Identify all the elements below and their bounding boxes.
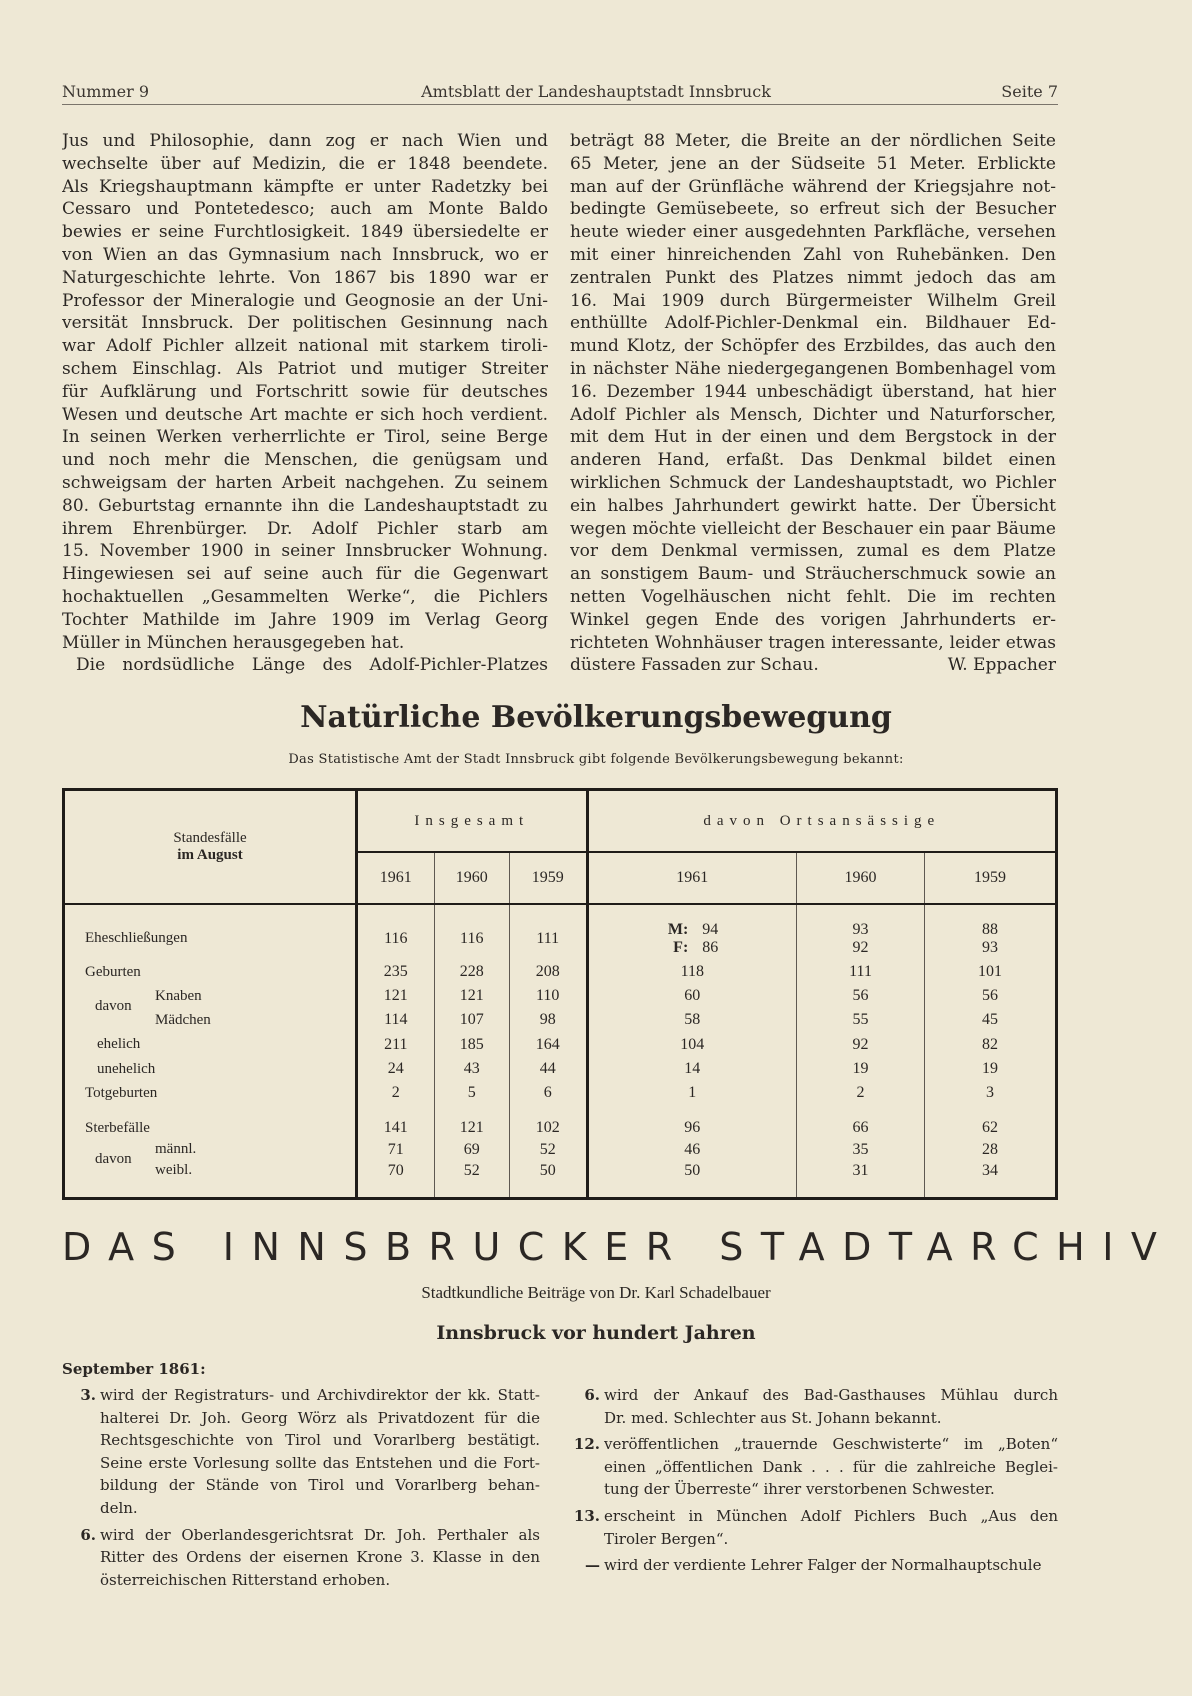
list-item bbox=[62, 1524, 540, 1592]
row-label-text: männl. bbox=[155, 1141, 197, 1157]
total-cell: 208 bbox=[509, 960, 587, 984]
text-line: vor dem Denkmal vermissen, zumal es dem Platze bbox=[570, 541, 1056, 562]
archive-heading: DAS INNSBRUCKER STADTARCHIV bbox=[62, 1225, 1175, 1269]
text-line: wechselte über auf Medizin, die er 1848 beendete. bbox=[62, 153, 548, 174]
row-label-text: Eheschließungen bbox=[85, 930, 188, 946]
year-header: 1960 bbox=[797, 852, 925, 904]
total-cell: 102 bbox=[509, 1105, 587, 1137]
row-label bbox=[64, 984, 357, 1014]
total-cell: 6 bbox=[509, 1081, 587, 1105]
year-header: 1959 bbox=[925, 852, 1057, 904]
row-label-text: Mädchen bbox=[155, 1011, 211, 1028]
local-cell: 34 bbox=[925, 1162, 1057, 1198]
section-title: Natürliche Bevölkerungsbewegung bbox=[300, 700, 892, 735]
text-line: für Aufklärung und Fortschritt sowie für deutsches bbox=[62, 381, 548, 402]
text-line: 80. Geburtstag ernannte ihn die Landeshauptstadt zu bbox=[62, 495, 548, 516]
text-line: enthüllte Adolf-Pichler-Denkmal ein. Bildhauer Ed- bbox=[570, 313, 1056, 334]
row-label bbox=[64, 1032, 357, 1057]
list-item-day: 12. bbox=[573, 1435, 600, 1454]
group-header-local: davon Ortsansässige bbox=[587, 790, 1056, 853]
list-item-day: 3. bbox=[80, 1386, 96, 1404]
list-item-text bbox=[604, 1505, 1058, 1550]
text-line: Als Kriegshauptmann kämpfte er unter Radetzky bei bbox=[62, 176, 548, 197]
text-line: wird der verdiente Lehrer Falger der Normalhauptschule bbox=[604, 1556, 1042, 1575]
text-line: war Adolf Pichler allzeit national mit starkem tiroli- bbox=[62, 336, 548, 357]
table-row bbox=[64, 1081, 1057, 1105]
label-header-line2: im August bbox=[177, 847, 243, 863]
local-cell: 3 bbox=[925, 1081, 1057, 1105]
list-item bbox=[566, 1433, 1058, 1501]
text-line: erscheint in München Adolf Pichlers Buch „Aus den bbox=[604, 1506, 1058, 1525]
text-line: Rechtsgeschichte von Tirol und Vorarlberg bestätigt. bbox=[100, 1431, 540, 1450]
local-cell: 19 bbox=[925, 1057, 1057, 1081]
local-cell: 1 bbox=[587, 1081, 796, 1105]
text-line: Tiroler Bergen“. bbox=[604, 1529, 729, 1548]
text-line: mit dem Hut in der einen und dem Bergstock in der bbox=[570, 427, 1056, 448]
table-row bbox=[64, 1162, 1057, 1198]
total-cell: 228 bbox=[434, 960, 509, 984]
total-cell: 71 bbox=[357, 1137, 435, 1162]
list-item-text bbox=[100, 1524, 540, 1592]
list-item bbox=[566, 1384, 1058, 1429]
text-line: anderen Hand, erfaßt. Das Denkmal bildet einen bbox=[570, 450, 1056, 471]
local-cell: 19 bbox=[797, 1057, 925, 1081]
local-cell: 14 bbox=[587, 1057, 796, 1081]
article-left-column bbox=[62, 130, 548, 677]
text-line: düstere Fassaden zur Schau. bbox=[570, 655, 819, 676]
year-header: 1960 bbox=[434, 852, 509, 904]
total-cell: 111 bbox=[509, 904, 587, 960]
text-line: ihrem Ehrenbürger. Dr. Adolf Pichler starb am bbox=[62, 518, 548, 539]
text-line: veröffentlichen „trauernde Geschwisterte“ im „Boten“ bbox=[604, 1435, 1058, 1454]
row-label bbox=[64, 1081, 357, 1105]
year-header: 1961 bbox=[357, 852, 435, 904]
label-header bbox=[64, 790, 357, 905]
local-value: 93 bbox=[982, 938, 999, 956]
text-line: Ritter des Ordens der eisernen Krone 3. Klasse in den bbox=[100, 1548, 540, 1567]
local-cell: 118 bbox=[587, 960, 796, 984]
local-1961-male bbox=[589, 921, 796, 939]
text-line: bedingte Gemüsebeete, so erfreut sich der Besucher bbox=[570, 199, 1056, 220]
list-item-day: 6. bbox=[80, 1525, 96, 1544]
text-line: richteten Wohnhäuser tragen interessante, leider etwas bbox=[570, 632, 1056, 653]
local-cell: 56 bbox=[925, 984, 1057, 1008]
total-cell: 52 bbox=[509, 1137, 587, 1162]
text-line: halterei Dr. Joh. Georg Wörz als Privatdozent für die bbox=[100, 1408, 540, 1427]
total-cell: 211 bbox=[357, 1032, 435, 1057]
text-line: in nächster Nähe niedergegangenen Bombenhagel vom bbox=[570, 358, 1056, 379]
table-row bbox=[64, 1137, 1057, 1162]
row-label bbox=[64, 1105, 357, 1137]
local-cell bbox=[925, 904, 1057, 960]
text-line: wirklichen Schmuck der Landeshauptstadt, wo Pichler bbox=[570, 472, 1056, 493]
list-item-text bbox=[604, 1433, 1058, 1501]
author-signature: W. Eppacher bbox=[947, 655, 1056, 676]
text-line: wird der Registraturs- und Archivdirektor der kk. Statt- bbox=[100, 1386, 540, 1404]
list-item-text bbox=[100, 1384, 540, 1520]
text-line: 65 Meter, jene an der Südseite 51 Meter. Erblickte bbox=[570, 153, 1056, 174]
text-line: Die nordsüdliche Länge des Adolf-Pichler-Platzes bbox=[76, 655, 548, 676]
text-line: ein halbes Jahrhundert gewirkt hatte. Der Übersicht bbox=[570, 495, 1056, 516]
total-cell: 98 bbox=[509, 1008, 587, 1032]
total-cell: 116 bbox=[434, 904, 509, 960]
local-cell: 55 bbox=[797, 1008, 925, 1032]
list-item-day: 6. bbox=[584, 1386, 600, 1404]
population-table bbox=[62, 788, 1058, 1200]
label-header-line1: Standesfälle bbox=[173, 830, 247, 846]
local-cell: 82 bbox=[925, 1032, 1057, 1057]
total-cell: 141 bbox=[357, 1105, 435, 1137]
list-item bbox=[566, 1505, 1058, 1550]
total-cell: 114 bbox=[357, 1008, 435, 1032]
local-cell: 50 bbox=[587, 1162, 796, 1198]
total-cell: 121 bbox=[434, 984, 509, 1008]
publication-title: Amtsblatt der Landeshauptstadt Innsbruck bbox=[421, 82, 771, 101]
archive-byline: Stadtkundliche Beiträge von Dr. Karl Schadelbauer bbox=[421, 1283, 771, 1302]
table-row bbox=[64, 904, 1057, 960]
local-cell: 56 bbox=[797, 984, 925, 1008]
local-cell: 60 bbox=[587, 984, 796, 1008]
text-line: Wesen und deutsche Art machte er sich hoch verdient. bbox=[62, 404, 548, 425]
local-cell: 58 bbox=[587, 1008, 796, 1032]
total-cell: 185 bbox=[434, 1032, 509, 1057]
list-item-text bbox=[604, 1384, 1058, 1429]
text-line: Cessaro und Pontetedesco; auch am Monte Baldo bbox=[62, 199, 548, 220]
text-line: Müller in München herausgegeben hat. bbox=[62, 632, 405, 653]
year-header: 1961 bbox=[587, 852, 796, 904]
text-line: österreichischen Ritterstand erhoben. bbox=[100, 1570, 391, 1589]
sex-value: 94 bbox=[702, 920, 719, 938]
text-line: 16. Mai 1909 durch Bürgermeister Wilhelm Greil bbox=[570, 290, 1056, 311]
total-cell: 107 bbox=[434, 1008, 509, 1032]
text-line: In seinen Werken verherrlichte er Tirol, seine Berge bbox=[62, 427, 548, 448]
text-line: Winkel gegen Ende des vorigen Jahrhunderts er- bbox=[570, 609, 1056, 630]
row-label-text: Sterbefälle bbox=[85, 1120, 150, 1136]
text-line: mit einer hinreichenden Zahl von Ruhebänken. Den bbox=[570, 244, 1056, 265]
list-item bbox=[566, 1554, 1058, 1577]
sex-label: M: bbox=[667, 920, 689, 938]
text-line: mund Klotz, der Schöpfer des Erzbildes, das auch den bbox=[570, 336, 1056, 357]
table-row bbox=[64, 960, 1057, 984]
list-item-text bbox=[604, 1554, 1058, 1577]
text-line: Tochter Mathilde im Jahre 1909 im Verlag Georg bbox=[62, 609, 548, 630]
text-line: schem Einschlag. Als Patriot und mutiger Streiter bbox=[62, 358, 548, 379]
row-label bbox=[64, 1008, 357, 1032]
text-line: Jus und Philosophie, dann zog er nach Wien und bbox=[62, 131, 548, 151]
text-line: von Wien an das Gymnasium nach Innsbruck, wo er bbox=[62, 244, 548, 265]
text-line: beträgt 88 Meter, die Breite an der nördlichen Seite bbox=[570, 131, 1056, 151]
total-cell: 235 bbox=[357, 960, 435, 984]
text-line: wird der Ankauf des Bad-Gasthauses Mühlau durch bbox=[604, 1386, 1058, 1404]
text-line: bildung der Stände von Tirol und Vorarlberg behan- bbox=[100, 1476, 540, 1495]
davon-label: davon bbox=[95, 1151, 132, 1167]
total-cell: 52 bbox=[434, 1162, 509, 1198]
text-line: tung der Überreste“ ihrer verstorbenen Schwester. bbox=[604, 1480, 995, 1499]
text-line: Seine erste Vorlesung sollte das Entstehen und die Fort- bbox=[100, 1453, 540, 1472]
header-rule bbox=[62, 104, 1058, 105]
text-line: und noch mehr die Menschen, die genügsam und bbox=[62, 450, 548, 471]
text-line: man auf der Grünfläche während der Kriegsjahre not- bbox=[570, 176, 1056, 197]
row-label-text: weibl. bbox=[155, 1162, 193, 1178]
month-heading: September 1861: bbox=[62, 1360, 206, 1378]
text-line: zentralen Punkt des Platzes nimmt jedoch das am bbox=[570, 267, 1056, 288]
text-line: Professor der Mineralogie und Geognosie an der Uni- bbox=[62, 290, 548, 311]
year-header: 1959 bbox=[509, 852, 587, 904]
local-cell: 2 bbox=[797, 1081, 925, 1105]
issue-number: Nummer 9 bbox=[62, 82, 150, 101]
text-line: 16. Dezember 1944 unbeschädigt überstand, hat hier bbox=[570, 381, 1056, 402]
local-cell: 66 bbox=[797, 1105, 925, 1137]
text-line: Dr. med. Schlechter aus St. Johann bekannt. bbox=[604, 1408, 942, 1427]
total-cell: 70 bbox=[357, 1162, 435, 1198]
row-label-text: Geburten bbox=[85, 963, 141, 980]
davon-label: davon bbox=[95, 998, 132, 1014]
local-cell: 101 bbox=[925, 960, 1057, 984]
row-label bbox=[64, 1057, 357, 1081]
archive-right-list bbox=[566, 1384, 1058, 1581]
article-right-column bbox=[570, 130, 1056, 677]
text-line: 15. November 1900 in seiner Innsbrucker Wohnung. bbox=[62, 541, 548, 562]
local-cell: 35 bbox=[797, 1137, 925, 1162]
text-line: Hingewiesen sei auf seine auch für die Gegenwart bbox=[62, 564, 548, 585]
text-line: Adolf Pichler als Mensch, Dichter und Naturforscher, bbox=[570, 404, 1056, 425]
archive-subheading: Innsbruck vor hundert Jahren bbox=[436, 1322, 756, 1344]
text-line: wegen möchte vielleicht der Beschauer ein paar Bäume bbox=[570, 518, 1056, 539]
table-row bbox=[64, 1008, 1057, 1032]
local-cell: 96 bbox=[587, 1105, 796, 1137]
total-cell: 43 bbox=[434, 1057, 509, 1081]
group-header-total: Insgesamt bbox=[357, 790, 588, 853]
page-number: Seite 7 bbox=[1001, 82, 1058, 101]
local-cell bbox=[797, 904, 925, 960]
row-label bbox=[64, 904, 357, 960]
local-cell: 62 bbox=[925, 1105, 1057, 1137]
local-value: 92 bbox=[852, 938, 869, 956]
local-cell: 46 bbox=[587, 1137, 796, 1162]
table-row bbox=[64, 984, 1057, 1008]
text-line: wird der Oberlandesgerichtsrat Dr. Joh. Perthaler als bbox=[100, 1525, 540, 1544]
row-label-text: ehelich bbox=[97, 1036, 141, 1052]
local-value: 93 bbox=[852, 920, 869, 938]
total-cell: 50 bbox=[509, 1162, 587, 1198]
local-value: 88 bbox=[982, 920, 999, 938]
row-label-text: Totgeburten bbox=[85, 1084, 158, 1101]
table-row bbox=[64, 1032, 1057, 1057]
text-line: netten Vogelhäuschen nicht fehlt. Die im rechten bbox=[570, 586, 1056, 607]
total-cell: 5 bbox=[434, 1081, 509, 1105]
sex-value: 86 bbox=[702, 938, 719, 956]
table-row bbox=[64, 1057, 1057, 1081]
text-line: an sonstigem Baum- und Sträucherschmuck sowie an bbox=[570, 564, 1056, 585]
local-cell-1961 bbox=[587, 904, 796, 960]
total-cell: 110 bbox=[509, 984, 587, 1008]
total-cell: 116 bbox=[357, 904, 435, 960]
total-cell: 44 bbox=[509, 1057, 587, 1081]
text-line: versität Innsbruck. Der politischen Gesinnung nach bbox=[62, 313, 548, 334]
total-cell: 164 bbox=[509, 1032, 587, 1057]
section-subtitle: Das Statistische Amt der Stadt Innsbruck gibt folgende Bevölkerungsbewegung bekannt: bbox=[288, 752, 904, 767]
row-label bbox=[64, 1162, 357, 1198]
local-cell: 104 bbox=[587, 1032, 796, 1057]
text-line: bewies er seine Furchtlosigkeit. 1849 übersiedelte er bbox=[62, 222, 548, 243]
row-label-text: Knaben bbox=[155, 987, 202, 1004]
total-cell: 121 bbox=[357, 984, 435, 1008]
sex-label: F: bbox=[673, 938, 689, 956]
text-line: einen „öffentlichen Dank . . . für die zahlreiche Beglei- bbox=[604, 1457, 1058, 1476]
total-cell: 121 bbox=[434, 1105, 509, 1137]
row-label bbox=[64, 1137, 357, 1167]
total-cell: 24 bbox=[357, 1057, 435, 1081]
text-line-with-signature bbox=[570, 654, 1056, 677]
text-line: deln. bbox=[100, 1498, 138, 1517]
total-cell: 69 bbox=[434, 1137, 509, 1162]
list-item-day: — bbox=[585, 1556, 600, 1575]
row-label bbox=[64, 960, 357, 984]
text-line: Naturgeschichte lehrte. Von 1867 bis 1890 war er bbox=[62, 267, 548, 288]
text-line: schweigsam der harten Arbeit nachgehen. Zu seinem bbox=[62, 472, 548, 493]
table-row bbox=[64, 1105, 1057, 1137]
local-cell: 92 bbox=[797, 1032, 925, 1057]
text-line: hochaktuellen „Gesammelten Werke“, die Pichlers bbox=[62, 586, 548, 607]
local-cell: 31 bbox=[797, 1162, 925, 1198]
text-line: heute wieder einer ausgedehnten Parkfläche, versehen bbox=[570, 222, 1056, 243]
archive-left-list bbox=[62, 1384, 540, 1595]
row-label-text: unehelich bbox=[97, 1060, 156, 1077]
local-1961-female bbox=[589, 939, 796, 957]
list-item bbox=[62, 1384, 540, 1520]
local-cell: 28 bbox=[925, 1137, 1057, 1162]
list-item-day: 13. bbox=[573, 1506, 600, 1525]
local-cell: 45 bbox=[925, 1008, 1057, 1032]
total-cell: 2 bbox=[357, 1081, 435, 1105]
local-cell: 111 bbox=[797, 960, 925, 984]
